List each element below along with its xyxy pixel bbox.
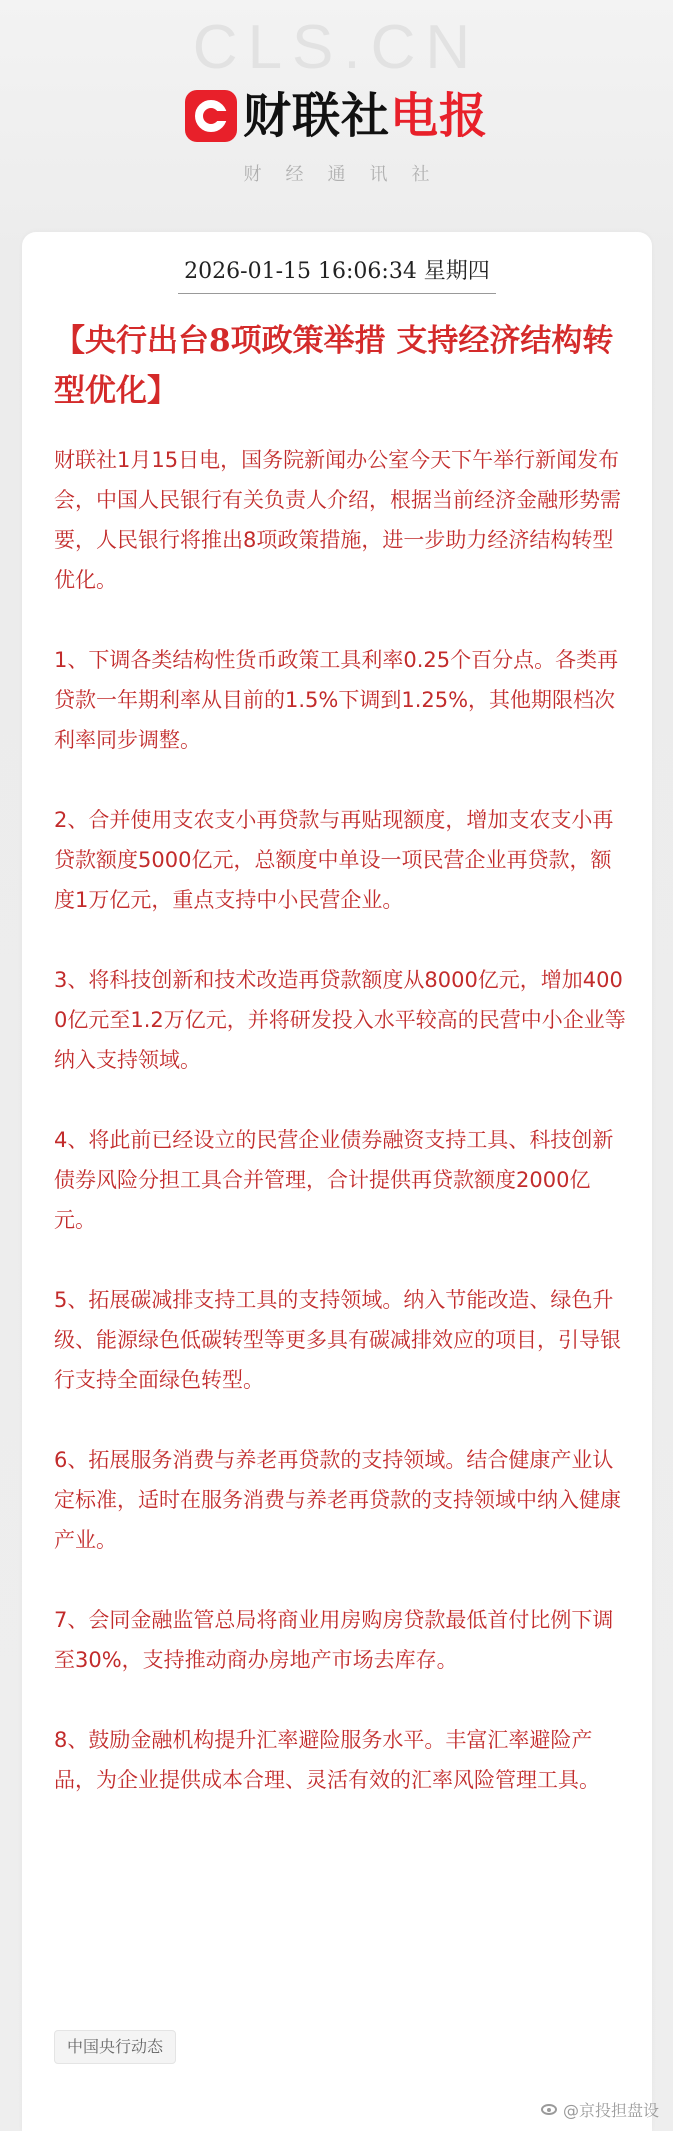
- brand-name-part1: 财联社: [242, 88, 390, 144]
- article-paragraph: 财联社1月15日电，国务院新闻办公室今天下午举行新闻发布会，中国人民银行有关负责人介绍，根据当前经济金融形势需要，人民银行将推出8项政策措施，进一步助力经济结构转型优化。: [54, 448, 621, 592]
- brand-name: [243, 90, 488, 142]
- source-watermark: [541, 2098, 659, 2121]
- article-datetime: 2026-01-15 16:06:34 星期四: [178, 254, 496, 294]
- article-paragraph: 7、会同金融监管总局将商业用房购房贷款最低首付比例下调至30%，支持推动商办房地产市场去库存。: [54, 1608, 614, 1672]
- article-card: [22, 232, 652, 2131]
- article-paragraph: 5、拓展碳减排支持工具的支持领域。纳入节能改造、绿色升级、能源绿色低碳转型等更多具有碳减排效应的项目，引导银行支持全面绿色转型。: [54, 1288, 621, 1392]
- article-title: 【央行出台8项政策举措 支持经济结构转型优化】: [54, 323, 614, 409]
- article-paragraph: 6、拓展服务消费与养老再贷款的支持领域。结合健康产业认定标准，适时在服务消费与养老再贷款的支持领域中纳入健康产业。: [54, 1448, 621, 1552]
- topic-tag[interactable]: 中国央行动态: [54, 2030, 176, 2064]
- brand-subtitle: 财经通讯社: [243, 164, 454, 185]
- date-wrapper: [22, 254, 652, 294]
- header-watermark: CLS.CN: [192, 13, 481, 82]
- header: [0, 0, 673, 230]
- article-paragraph: 3、将科技创新和技术改造再贷款额度从8000亿元，增加4000亿元至1.2万亿元，并将研发投入水平较高的民营中小企业等纳入支持领域。: [54, 968, 626, 1072]
- article-paragraph: 1、下调各类结构性货币政策工具利率0.25个百分点。各类再贷款一年期利率从目前的1.5%下调到1.25%，其他期限档次利率同步调整。: [54, 648, 619, 752]
- brand: [0, 90, 673, 142]
- article-body: [54, 440, 626, 1840]
- article-paragraph: 2、合并使用支农支小再贷款与再贴现额度，增加支农支小再贷款额度5000亿元，总额度中单设一项民营企业再贷款，额度1万亿元，重点支持中小民营企业。: [54, 808, 614, 912]
- article-paragraph: 8、鼓励金融机构提升汇率避险服务水平。丰富汇率避险产品，为企业提供成本合理、灵活有效的汇率风险管理工具。: [54, 1728, 600, 1792]
- article-paragraph: 4、将此前已经设立的民营企业债券融资支持工具、科技创新债券风险分担工具合并管理，合计提供再贷款额度2000亿元。: [54, 1128, 614, 1232]
- cls-logo-icon: [185, 90, 237, 142]
- source-watermark-text: @京投担盘设: [562, 2101, 659, 2120]
- brand-name-part2: 电报: [390, 88, 489, 144]
- weibo-eye-icon: [541, 2103, 559, 2117]
